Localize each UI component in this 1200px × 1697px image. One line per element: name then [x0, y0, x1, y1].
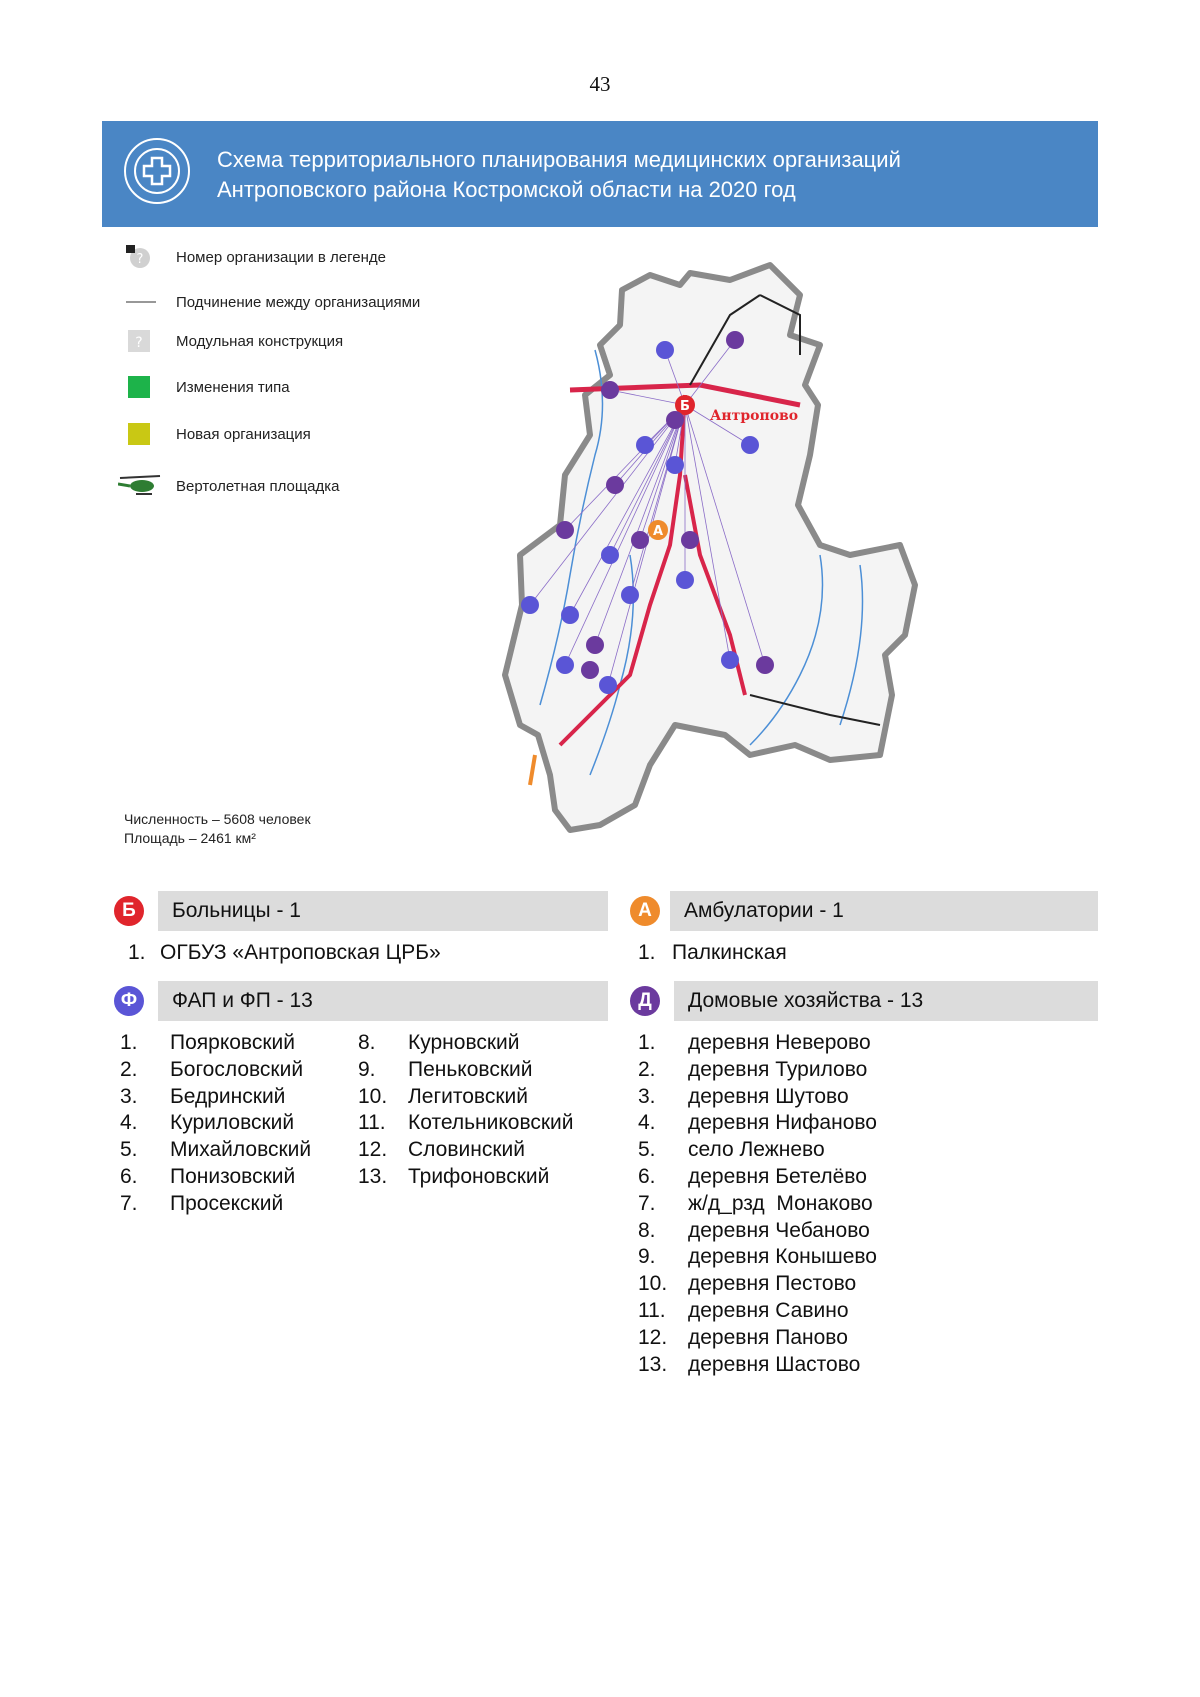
medical-cross-icon [124, 138, 190, 204]
title-banner [102, 121, 1098, 227]
households-list [638, 1030, 1098, 1378]
legend-label: Изменения типа [176, 378, 290, 396]
modular-construction-icon [118, 327, 158, 355]
list-item: 8. деревня Чебаново [638, 1218, 870, 1242]
hospitals-header: Больницы - 1 [158, 891, 608, 931]
list-item: 2. Богословский [120, 1057, 304, 1081]
list-item [128, 940, 598, 967]
map-center-label: Антропово [710, 408, 799, 424]
district-stats [124, 810, 311, 848]
legend-item-type-change [118, 370, 290, 404]
list-item: 13. Трифоновский [358, 1164, 550, 1188]
hospital-badge-icon: Б [114, 896, 144, 926]
list-item: 1. деревня Неверово [638, 1031, 871, 1054]
population: Численность – 5608 человек [124, 811, 311, 827]
subordination-line-icon [118, 288, 158, 316]
new-organization-icon [118, 420, 158, 448]
legend-label: Вертолетная площадка [176, 477, 340, 495]
banner-title-line2: Антроповского района Костромской области на 2020 год [217, 177, 796, 202]
legend-item-new-org [118, 417, 311, 451]
faps-list-col1 [120, 1030, 350, 1218]
map-ambulatory-badge: А [652, 524, 664, 539]
fap-badge-icon: Ф [114, 986, 144, 1016]
area: Площадь – 2461 км² [124, 830, 256, 846]
banner-title-line1: Схема территориального планирования медицинских организаций [217, 147, 901, 172]
list-item: 4. Куриловский [120, 1111, 295, 1135]
ambulatory-badge-icon: А [630, 896, 660, 926]
legend-item-org-number [118, 240, 386, 274]
list-item: 9. деревня Конышево [638, 1245, 877, 1269]
list-item: 11. деревня Савино [638, 1298, 849, 1322]
faps-header: ФАП и ФП - 13 [158, 981, 608, 1021]
faps-list-col2 [358, 1030, 608, 1191]
list-item: 5. село Лежнево [638, 1138, 825, 1162]
item-label: ОГБУЗ «Антроповская ЦРБ» [160, 941, 441, 964]
svg-text:?: ? [136, 252, 144, 267]
list-item: 2. деревня Турилово [638, 1057, 868, 1081]
road [530, 755, 535, 785]
list-item: 11. Котельниковский [358, 1111, 574, 1135]
list-item: 7. ж/д_рзд Монаково [638, 1191, 873, 1215]
org-number-icon [118, 243, 158, 271]
household-badge-icon: Д [630, 986, 660, 1016]
legend-label: Подчинение между организациями [176, 293, 421, 311]
list-item: 9. Пеньковский [358, 1057, 533, 1081]
banner-title [217, 145, 1077, 205]
list-item: 6. Понизовский [120, 1164, 296, 1188]
list-item: 8. Курновский [358, 1031, 520, 1054]
legend-label: Номер организации в легенде [176, 248, 386, 266]
item-number: 1. [638, 941, 656, 964]
list-item: 10. Легитовский [358, 1084, 528, 1108]
item-number: 1. [128, 941, 146, 964]
legend-label: Модульная конструкция [176, 332, 344, 350]
map-hospital-badge: Б [680, 399, 690, 414]
list-item: 10. деревня Пестово [638, 1272, 857, 1296]
list-item: 3. деревня Шутово [638, 1084, 849, 1108]
map-svg [500, 255, 980, 845]
type-change-icon [118, 373, 158, 401]
households-header: Домовые хозяйства - 13 [674, 981, 1098, 1021]
page-number: 43 [589, 72, 611, 96]
list-item: 12. деревня Паново [638, 1325, 848, 1349]
list-item: 4. деревня Нифаново [638, 1111, 877, 1135]
ambulatories-list [638, 940, 1098, 967]
list-item: 6. деревня Бетелёво [638, 1164, 867, 1188]
svg-text:?: ? [135, 335, 143, 351]
list-item: 5. Михайловский [120, 1138, 312, 1162]
helicopter-icon [118, 472, 158, 500]
hospitals-list [128, 940, 598, 967]
list-item: 12. Словинский [358, 1138, 525, 1162]
legend-label: Новая организация [176, 425, 311, 443]
legend-item-modular [118, 324, 343, 358]
list-item: 1. Поярковский [120, 1031, 295, 1054]
list-item [638, 940, 1098, 967]
ambulatories-header: Амбулатории - 1 [670, 891, 1098, 931]
list-item: 13. деревня Шастово [638, 1352, 861, 1376]
legend-item-subordination [118, 285, 420, 319]
list-item: 7. Просекский [120, 1191, 284, 1215]
district-map [500, 255, 980, 850]
list-item: 3. Бедринский [120, 1084, 286, 1108]
legend-item-helipad [118, 469, 340, 503]
item-label: Палкинская [672, 941, 787, 964]
